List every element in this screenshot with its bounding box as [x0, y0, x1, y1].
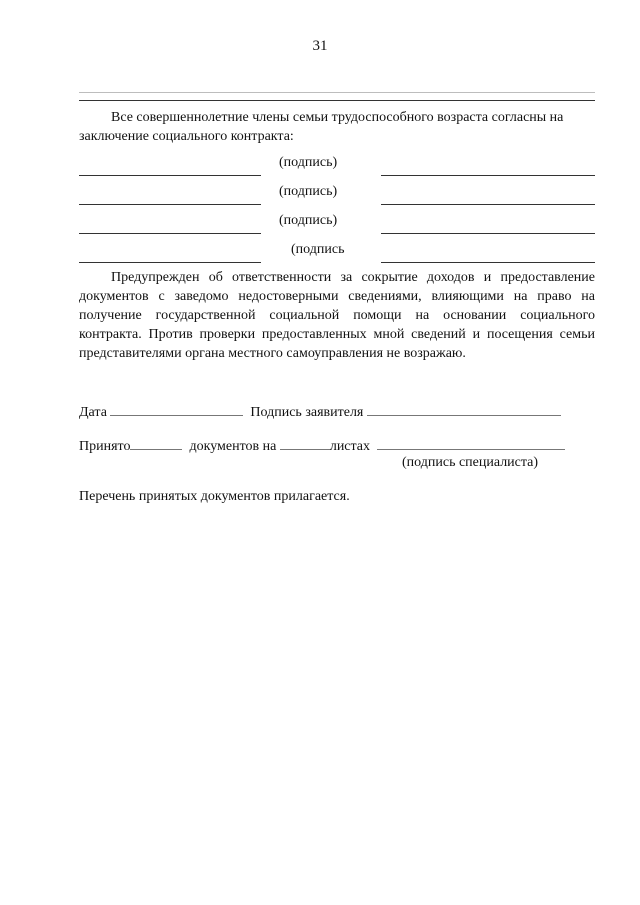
- signature-label: (подпись: [291, 242, 345, 257]
- sheets-count-field: [280, 436, 330, 450]
- signature-line-right: [381, 262, 595, 263]
- date-field: [110, 402, 243, 416]
- signature-line-left: [79, 262, 261, 263]
- signature-label: (подпись): [279, 184, 338, 199]
- signature-line-left: [79, 204, 261, 205]
- specialist-signature-note: (подпись специалиста): [402, 455, 539, 470]
- date-signature-line: [79, 402, 561, 422]
- header-rule: [79, 100, 595, 101]
- documents-on-label: документов на: [189, 439, 277, 454]
- signature-line-right: [381, 175, 595, 176]
- signature-line-left: [79, 175, 261, 176]
- signature-row: [79, 241, 595, 263]
- signature-row: [79, 212, 595, 234]
- signature-line-left: [79, 233, 261, 234]
- accepted-documents-line: [79, 436, 565, 456]
- signature-line-right: [381, 204, 595, 205]
- signature-row: [79, 154, 595, 176]
- page-number: 31: [312, 38, 328, 54]
- date-label: Дата: [79, 405, 107, 420]
- documents-count-field: [130, 436, 182, 450]
- warning-paragraph: Предупрежден об ответственности за сокрытие доходов и предоставление документов с заведомо недостоверными сведениями, влияющими на право на получение государственной социальной помощи на основании социального контракта. Против проверки предоставленных мной сведений и посещения семьи представителями органа местного самоуправления не возражаю.: [79, 270, 595, 361]
- signature-label: (подпись): [279, 155, 338, 170]
- signature-line-right: [381, 233, 595, 234]
- specialist-signature-field: [377, 436, 565, 450]
- consent-paragraph: Все совершеннолетние члены семьи трудоспособного возраста согласны на заключение социального контракта:: [79, 110, 564, 144]
- applicant-signature-label: Подпись заявителя: [250, 405, 364, 420]
- signature-row: [79, 183, 595, 205]
- applicant-signature-field: [367, 402, 561, 416]
- list-attached-text: Перечень принятых документов прилагается.: [79, 489, 350, 504]
- header-rule-thin: [79, 92, 595, 93]
- sheets-label: листах: [329, 439, 371, 454]
- signature-label: (подпись): [279, 213, 338, 228]
- accepted-label: Принято: [79, 439, 131, 454]
